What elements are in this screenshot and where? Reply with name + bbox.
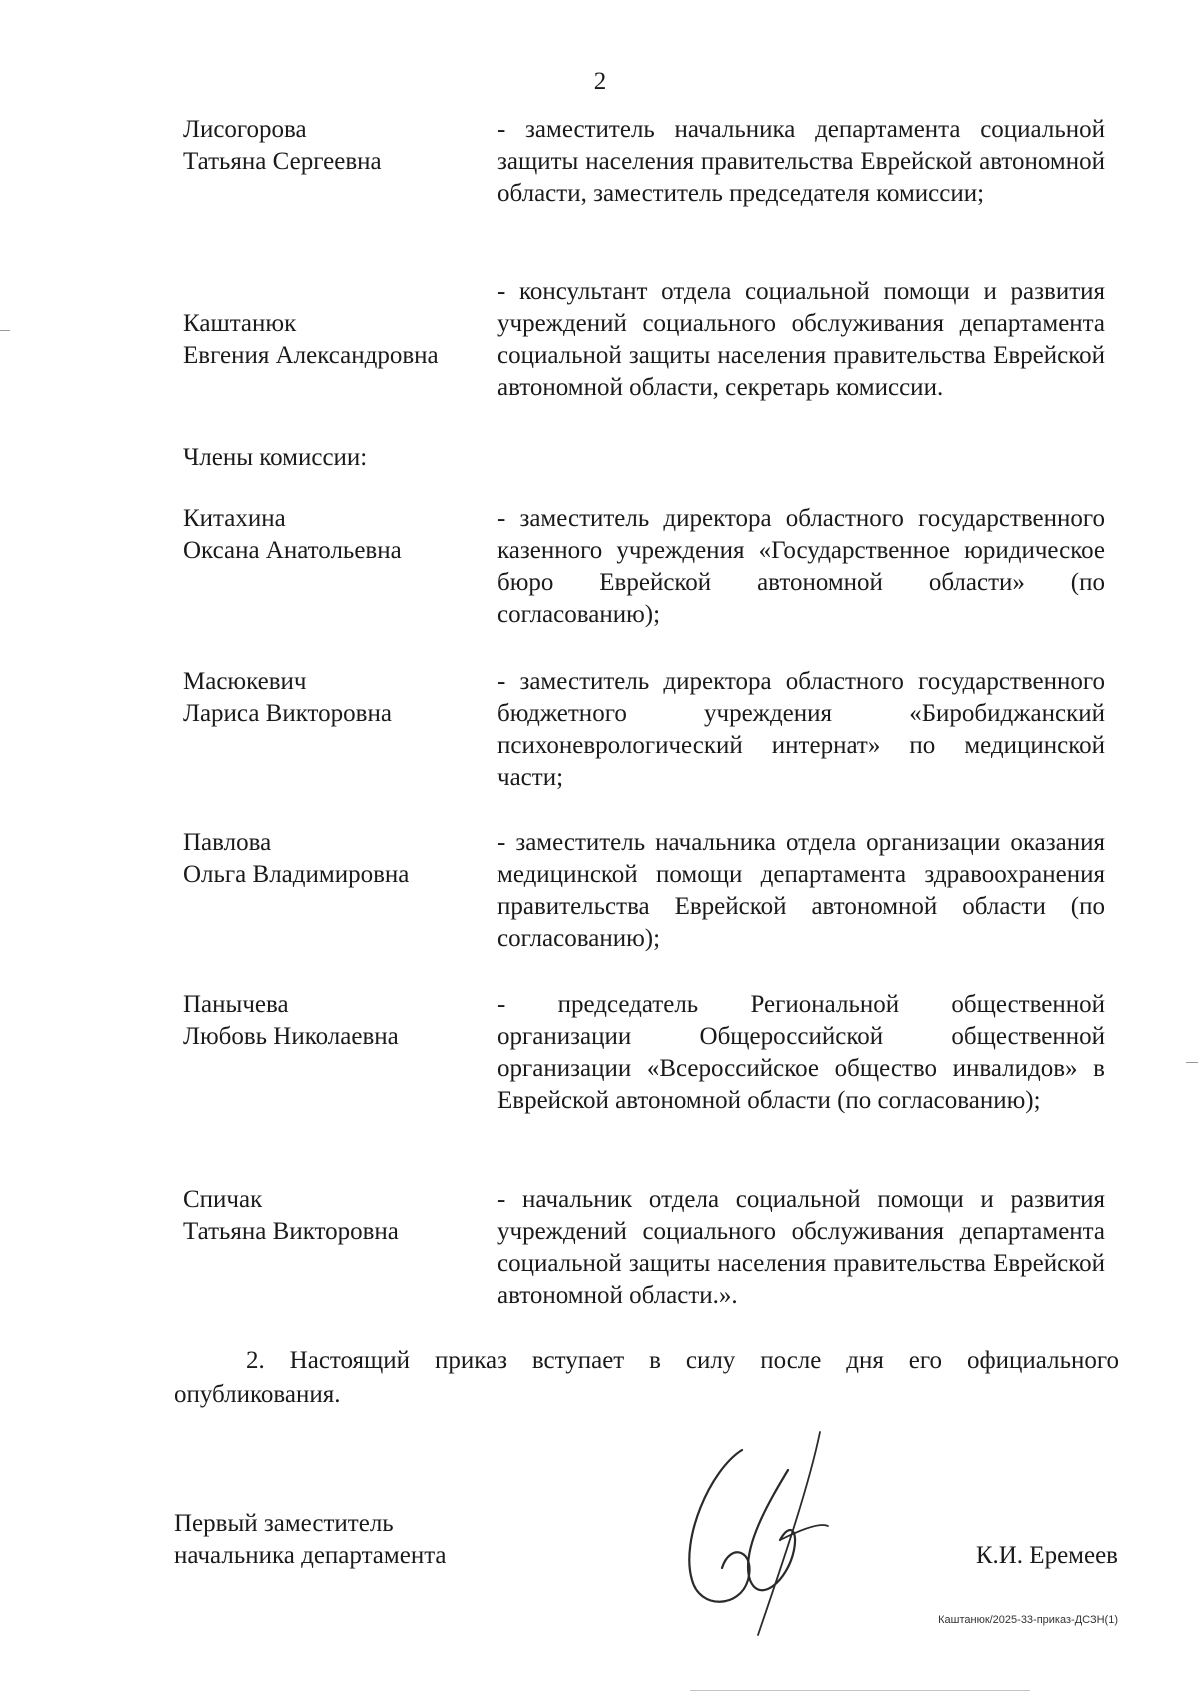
member-name [183, 308, 483, 372]
signer-title [174, 1508, 447, 1572]
member-given-name: Оксана Анатольевна [183, 537, 402, 564]
scan-edge-mark [690, 1690, 1030, 1691]
member-surname: Лисогорова [183, 116, 307, 143]
member-surname: Китахина [183, 505, 286, 532]
member-given-name: Лариса Викторовна [183, 700, 392, 727]
member-name [183, 503, 483, 567]
member-role: - заместитель директора областного государственного казенного учреждения «Государственное юридическое бюро Еврейской автономной области» (по согласованию); [497, 505, 1105, 628]
members-heading: Члены комиссии: [183, 444, 368, 471]
member-surname: Павлова [183, 829, 272, 856]
member-role: - заместитель начальника отдела организации оказания медицинской помощи департамента здравоохранения правительства Еврейской автономной области (по согласованию); [497, 829, 1105, 952]
member-surname: Панычева [183, 991, 289, 1018]
member-surname: Масюкевич [183, 668, 307, 695]
clause-2: 2. Настоящий приказ вступает в силу после дня его официального опубликования. [174, 1347, 1119, 1408]
member-role: - начальник отдела социальной помощи и развития учреждений социального обслуживания департамента социальной защиты населения правительства Еврейской автономной области.». [497, 1186, 1105, 1309]
scan-edge-mark [0, 330, 10, 331]
member-given-name: Ольга Владимировна [183, 861, 410, 888]
member-name [183, 827, 483, 891]
document-reference: Каштанюк/2025-33-приказ-ДСЗН(1) [938, 1614, 1118, 1626]
page-number: 2 [593, 68, 607, 95]
member-role: - заместитель директора областного государственного бюджетного учреждения «Биробиджанский психоневрологический интернат» по медицинской части; [497, 668, 1105, 791]
member-role: - заместитель начальника департамента социальной защиты населения правительства Еврейской автономной области, заместитель председателя комиссии; [497, 116, 1105, 207]
member-surname: Спичак [183, 1186, 263, 1213]
member-name [183, 1184, 483, 1248]
member-name [183, 114, 483, 178]
handwritten-signature [670, 1430, 850, 1640]
member-given-name: Татьяна Сергеевна [183, 148, 382, 175]
signer-title-line: Первый заместитель [174, 1510, 394, 1537]
member-name [183, 666, 483, 730]
member-given-name: Евгения Александровна [183, 342, 439, 369]
member-surname: Каштанюк [183, 310, 297, 337]
member-given-name: Татьяна Викторовна [183, 1218, 399, 1245]
signer-title-line: начальника департамента [174, 1542, 447, 1569]
member-given-name: Любовь Николаевна [183, 1023, 399, 1050]
scan-edge-mark [1186, 1062, 1198, 1063]
member-role: - председатель Региональной общественной организации Общероссийской общественной организации «Всероссийское общество инвалидов» в Еврейской автономной области (по согласованию); [497, 991, 1105, 1114]
member-name [183, 989, 483, 1053]
member-role: - консультант отдела социальной помощи и развития учреждений социального обслуживания департамента социальной защиты населения правительства Еврейской автономной области, секретарь комиссии. [497, 278, 1105, 401]
signer-name: К.И. Еремеев [975, 1542, 1118, 1569]
